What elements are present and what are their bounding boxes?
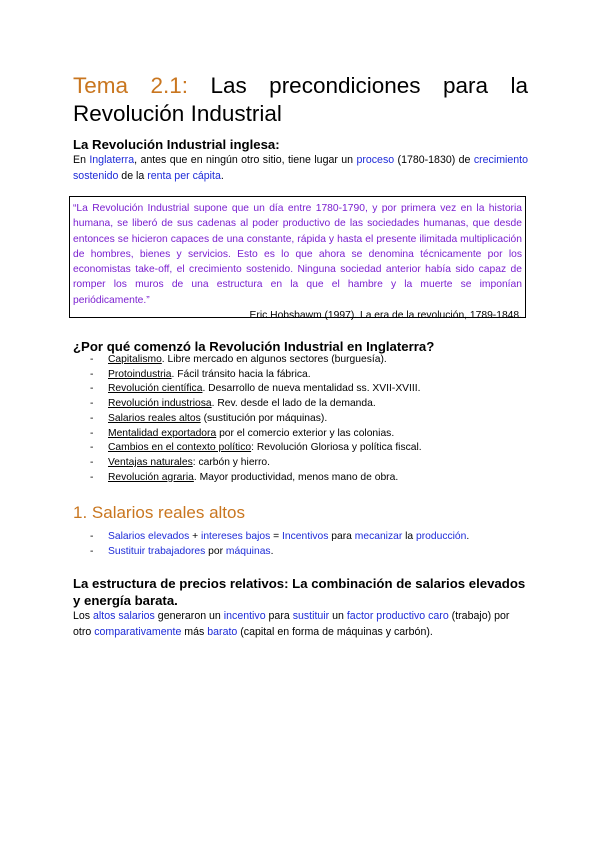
text-run: Los — [73, 610, 94, 622]
dash-bullet: - — [90, 368, 94, 380]
reason-item — [90, 441, 422, 456]
reason-description: : carbón y hierro. — [192, 456, 270, 468]
highlighted-term: crecimiento sostenido — [73, 154, 528, 183]
text-run: para — [328, 531, 355, 542]
reason-term: Salarios reales altos — [108, 412, 201, 424]
text-run: , antes que en ningún otro sitio, tiene lugar un — [134, 154, 357, 166]
reason-description: . Fácil tránsito hacia la fábrica. — [171, 368, 311, 380]
salarios-item — [90, 530, 469, 545]
quote-box — [69, 196, 526, 322]
text-run: para — [265, 610, 293, 622]
reason-term: Cambios en el contexto político — [108, 442, 252, 454]
heading-revolucion-inglesa: La Revolución Industrial inglesa: — [73, 137, 280, 152]
reason-item — [90, 368, 422, 383]
title-number: Tema 2.1: — [73, 73, 188, 98]
reason-description: . Desarrollo de nueva mentalidad ss. XVII-XVIII. — [202, 383, 421, 395]
highlighted-term: Sustituir trabajadores — [108, 545, 206, 557]
section-heading-salarios: 1. Salarios reales altos — [73, 503, 245, 522]
reason-item — [90, 456, 422, 471]
text-run: . — [466, 531, 470, 542]
highlighted-term: altos salarios — [93, 610, 155, 622]
reason-term: Revolución agraria — [108, 471, 194, 483]
reasons-list — [90, 353, 422, 485]
dash-bullet: - — [90, 531, 94, 542]
highlighted-term: proceso — [356, 154, 395, 166]
reason-item — [90, 471, 422, 486]
highlighted-term: producción — [416, 531, 467, 542]
reason-term: Protoindustria — [108, 368, 172, 380]
text-run: (1780-1830) de — [394, 154, 474, 166]
reason-item — [90, 353, 422, 368]
text-run: . — [270, 545, 274, 557]
text-run: . — [220, 170, 224, 183]
reason-item — [90, 397, 422, 412]
reason-item — [90, 382, 422, 397]
reason-description: . Mayor productividad, menos mano de obra. — [193, 471, 399, 483]
dash-bullet: - — [90, 471, 94, 483]
dash-bullet: - — [90, 442, 94, 454]
text-run: (capital en forma de máquinas y carbón). — [237, 626, 433, 639]
reason-term: Ventajas naturales — [108, 456, 193, 468]
title-text: Las precondiciones para la Revolución Industrial — [73, 73, 528, 126]
dash-bullet: - — [90, 427, 94, 439]
highlighted-term: incentivo — [223, 610, 266, 622]
text-run: de la — [118, 170, 148, 183]
dash-bullet: - — [90, 412, 94, 424]
highlighted-term: comparativamente — [94, 626, 182, 639]
highlighted-term: máquinas — [225, 545, 271, 557]
reason-description: : Revolución Gloriosa y política fiscal. — [251, 442, 422, 454]
highlighted-term: mecanizar — [354, 531, 403, 542]
reason-term: Revolución científica — [108, 383, 203, 395]
highlighted-term: Salarios elevados — [108, 531, 190, 542]
reason-description: por el comercio exterior y las colonias. — [216, 427, 395, 439]
dash-bullet: - — [90, 545, 94, 557]
salarios-list — [90, 530, 469, 559]
reason-description: . Libre mercado en algunos sectores (burguesía). — [161, 354, 387, 365]
text-run: = — [270, 531, 283, 542]
text-run: un — [329, 610, 347, 622]
highlighted-term: factor productivo caro — [346, 610, 449, 622]
reason-description: (sustitución por máquinas). — [200, 412, 328, 424]
quote-citation: Eric Hobsbawm (1997). La era de la revolución, 1789-1848. — [249, 310, 522, 322]
reason-term: Revolución industriosa — [108, 398, 212, 410]
reason-item — [90, 412, 422, 427]
highlighted-term: Incentivos — [282, 531, 329, 542]
reason-description: . Rev. desde el lado de la demanda. — [211, 398, 376, 410]
highlighted-term: intereses bajos — [201, 531, 271, 542]
dash-bullet: - — [90, 456, 94, 468]
reason-term: Mentalidad exportadora — [108, 427, 217, 439]
dash-bullet: - — [90, 383, 94, 395]
highlighted-term: Inglaterra — [89, 154, 135, 166]
salarios-item — [90, 545, 469, 560]
reason-term: Capitalismo — [108, 354, 162, 365]
text-run: + — [189, 531, 202, 542]
highlighted-term: barato — [207, 626, 238, 639]
heading-por-que: ¿Por qué comenzó la Revolución Industrial en Inglaterra? — [73, 339, 435, 354]
dash-bullet: - — [90, 398, 94, 410]
quote-text: “La Revolución Industrial supone que un día entre 1780-1790, y por primera vez en la historia humana, se liberó de sus cadenas al poder productivo de las sociedades humanas, que desde entonces se hicieron capaces de una constante, rápida y hasta el presente ilimitada multiplicación de hombres, bienes y servicios. Esto es lo que ahora se denomina técnicamente por los economistas take-off, el crecimiento sostenido. Ninguna sociedad anterior había sido capaz de romper los muros de una estructura en la que el hambre y la muerte se imponían periódicamente.” — [73, 203, 522, 306]
text-run: En — [73, 154, 90, 166]
reason-item — [90, 427, 422, 442]
heading-estructura-precios: La estructura de precios relativos: La combinación de salarios elevados y energía barata. — [73, 576, 526, 608]
text-run: más — [181, 626, 208, 639]
text-run: la — [402, 531, 417, 542]
paragraph-intro — [73, 152, 528, 184]
text-run: por — [205, 545, 226, 557]
paragraph-precios — [73, 608, 528, 640]
text-run: generaron un — [154, 610, 224, 622]
highlighted-term: renta per cápita — [147, 170, 221, 183]
dash-bullet: - — [90, 354, 94, 365]
page-title — [73, 72, 528, 128]
highlighted-term: sustituir — [292, 610, 330, 622]
text-run: (trabajo) por otro — [73, 610, 510, 639]
